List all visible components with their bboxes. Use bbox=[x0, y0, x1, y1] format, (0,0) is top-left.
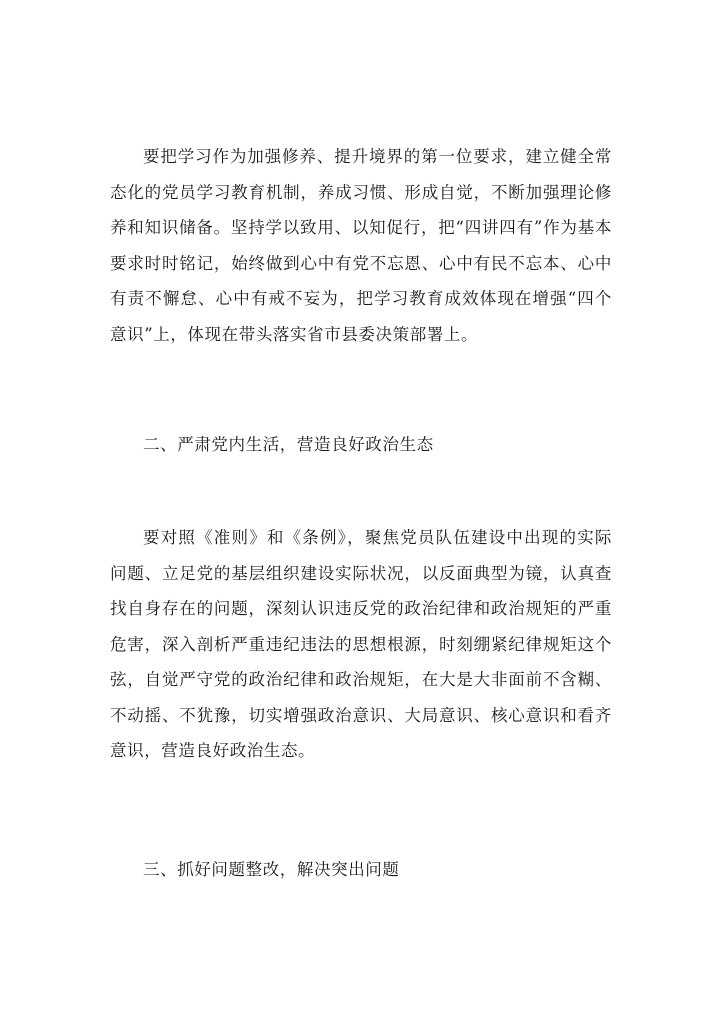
section-heading-3: 三、抓好问题整改，解决突出问题 bbox=[143, 860, 400, 879]
body-paragraph-study: 要把学习作为加强修养、提升境界的第一位要求，建立健全常态化的党员学习教育机制，养成习惯、形成自觉，不断加强理论修养和知识储备。坚持学以致用、以知促行，把“四讲四有”作为基本要求时时铭记，始终做到心中有党不忘恩、心中有民不忘本、心中有责不懈怠、心中有戒不妄为，把学习教育成效体现在增强“四个意识”上，体现在带头落实省市县委决策部署上。 bbox=[110, 147, 612, 344]
body-paragraph-party-life: 要对照《准则》和《条例》，聚焦党员队伍建设中出现的实际问题、立足党的基层组织建设实际状况，以反面典型为镜，认真查找自身存在的问题，深刻认识违反党的政治纪律和政治规矩的严重危害，深入剖析严重违纪违法的思想根源，时刻绷紧纪律规矩这个弦，自觉严守党的政治纪律和政治规矩，在大是大非面前不含糊、不动摇、不犹豫，切实增强政治意识、大局意识、核心意识和看齐意识，营造良好政治生态。 bbox=[110, 528, 612, 760]
section-heading-2: 二、严肃党内生活，营造良好政治生态 bbox=[143, 435, 434, 454]
